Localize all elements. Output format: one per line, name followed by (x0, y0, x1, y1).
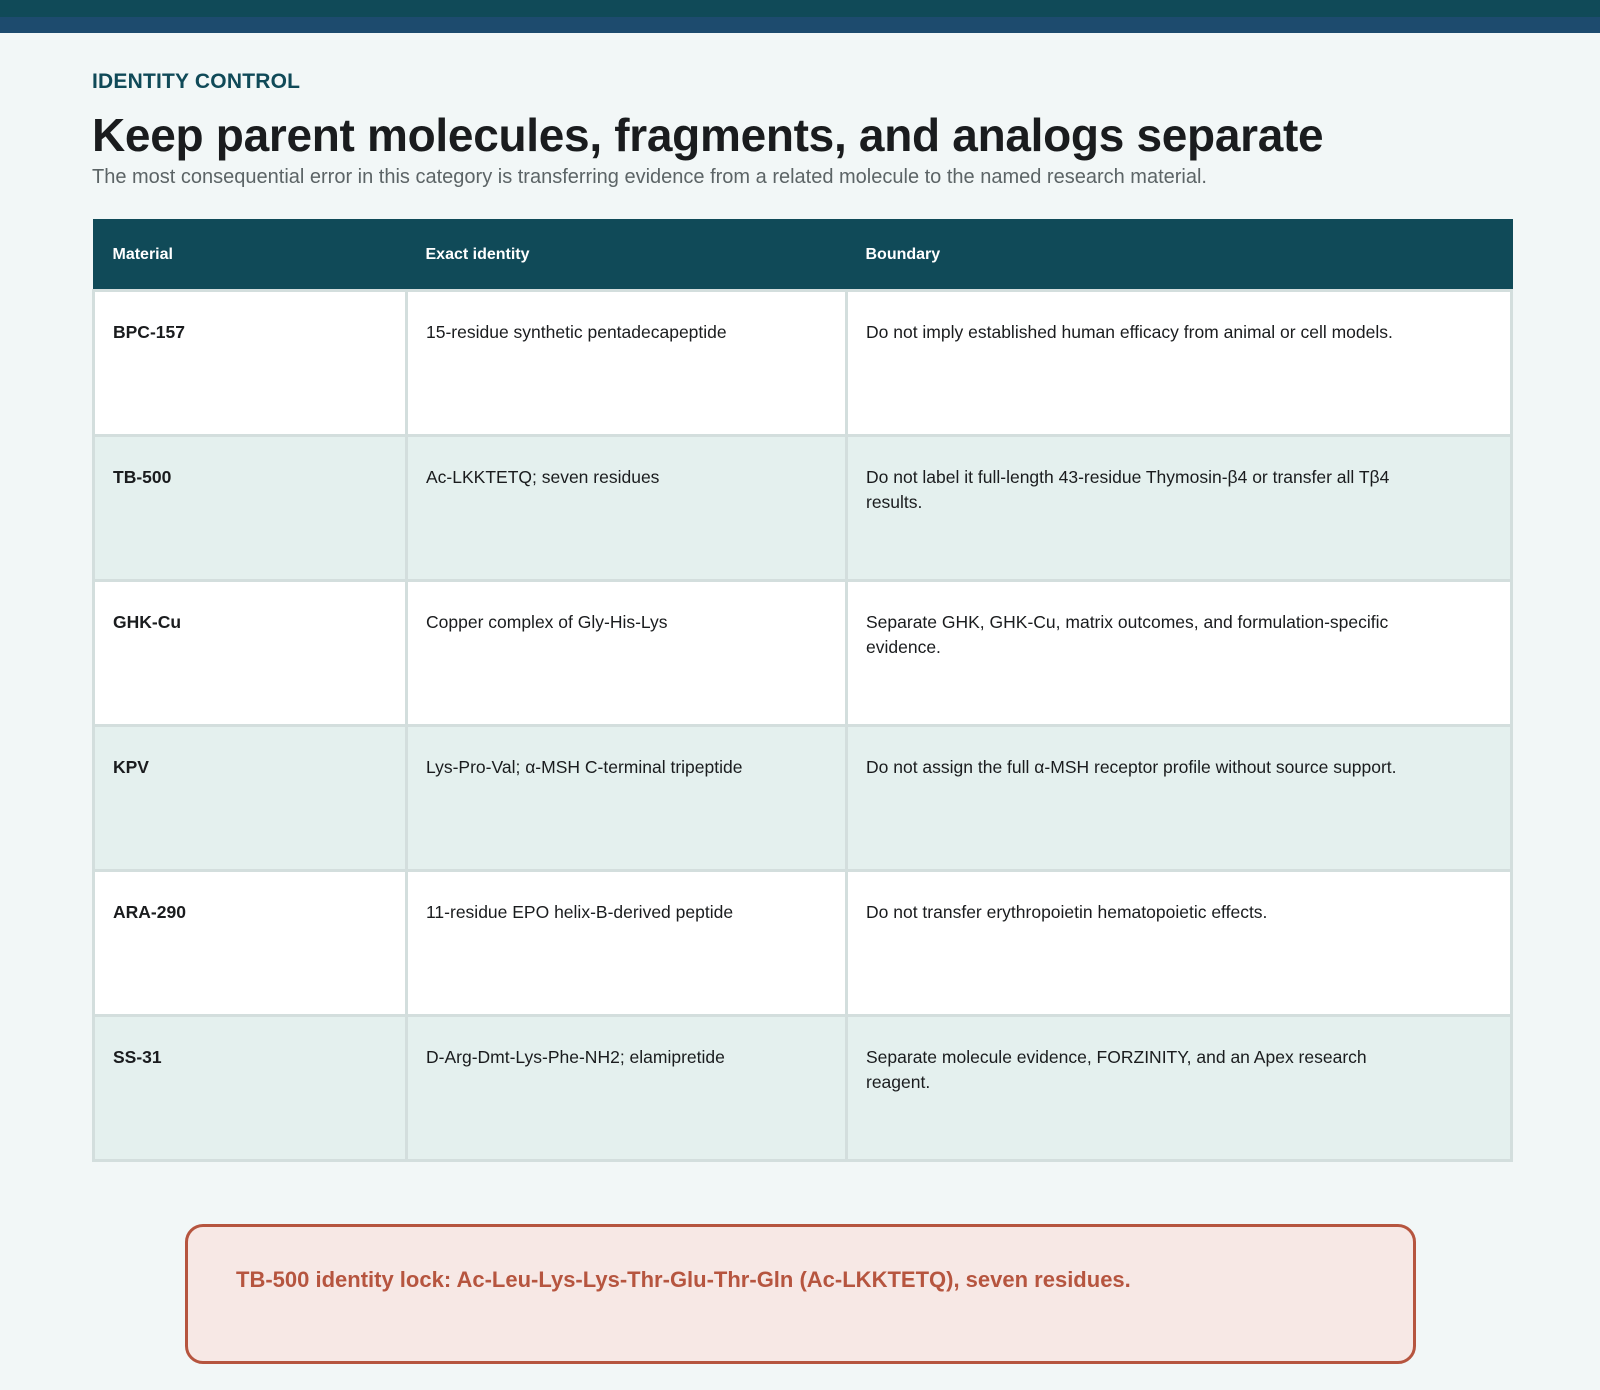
boundary-text: Do not transfer erythropoietin hematopoietic effects. (866, 901, 1268, 922)
table-row (94, 580, 1512, 725)
boundary-text: Separate molecule evidence, FORZINITY, and an Apex research reagent. (866, 1046, 1367, 1092)
boundary-text: Separate GHK, GHK-Cu, matrix outcomes, and formulation-specific evidence. (866, 611, 1389, 657)
identity-table (92, 219, 1513, 1162)
identity-cell: D-Arg-Dmt-Lys-Phe-NH2; elamipretide (407, 1015, 847, 1160)
identity-cell: Ac-LKKTETQ; seven residues (407, 435, 847, 580)
boundary-cell (847, 435, 1512, 580)
table-row (94, 290, 1512, 435)
material-cell: GHK-Cu (94, 580, 407, 725)
material-cell: ARA-290 (94, 870, 407, 1015)
table-row (94, 725, 1512, 870)
identity-cell: Copper complex of Gly-His-Lys (407, 580, 847, 725)
table-row (94, 870, 1512, 1015)
boundary-cell (847, 580, 1512, 725)
identity-cell: 11-residue EPO helix-B-derived peptide (407, 870, 847, 1015)
section-eyebrow: IDENTITY CONTROL (92, 70, 301, 93)
identity-lock-callout (185, 1224, 1416, 1364)
boundary-cell (847, 290, 1512, 435)
column-header-material: Material (94, 220, 407, 290)
identity-cell: 15-residue synthetic pentadecapeptide (407, 290, 847, 435)
column-header-boundary: Boundary (847, 220, 1512, 290)
page-title: Keep parent molecules, fragments, and analogs separate (92, 109, 1324, 161)
material-cell: TB-500 (94, 435, 407, 580)
material-cell: BPC-157 (94, 290, 407, 435)
boundary-cell (847, 870, 1512, 1015)
boundary-text: Do not label it full-length 43-residue Thymosin-β4 or transfer all Tβ4 results. (866, 466, 1390, 512)
material-cell: SS-31 (94, 1015, 407, 1160)
boundary-cell (847, 1015, 1512, 1160)
table-row (94, 435, 1512, 580)
main-content (92, 33, 1510, 1162)
table-header (94, 220, 1512, 290)
identity-cell: Lys-Pro-Val; α-MSH C-terminal tripeptide (407, 725, 847, 870)
top-banner-bar (0, 0, 1600, 33)
material-cell: KPV (94, 725, 407, 870)
boundary-text: Do not imply established human efficacy from animal or cell models. (866, 321, 1393, 342)
identity-lock-text: TB-500 identity lock: Ac-Leu-Lys-Lys-Thr-Glu-Thr-Gln (Ac-LKKTETQ), seven residues. (236, 1267, 1131, 1292)
table-header-row (94, 220, 1512, 290)
column-header-exact-identity: Exact identity (407, 220, 847, 290)
table-body (94, 290, 1512, 1160)
page-subtitle: The most consequential error in this category is transferring evidence from a related molecule to the named research material. (92, 166, 1207, 188)
table-row (94, 1015, 1512, 1160)
boundary-text: Do not assign the full α-MSH receptor profile without source support. (866, 756, 1397, 777)
boundary-cell (847, 725, 1512, 870)
